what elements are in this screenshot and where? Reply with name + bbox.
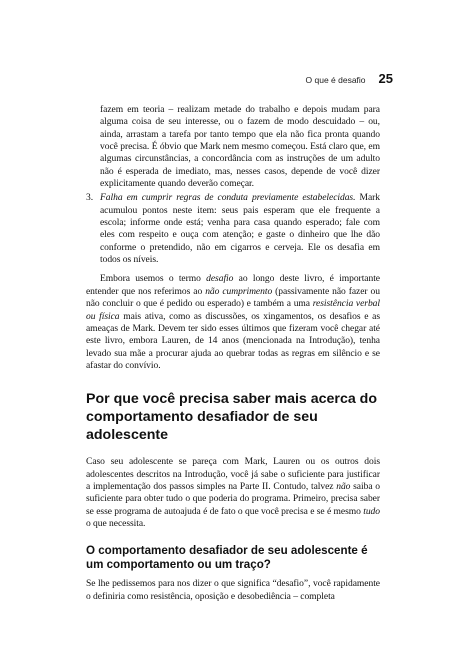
text-run: ao longo deste livro, é importante entender que nos referimos ao xyxy=(86,273,380,297)
section-heading: Por que você precisa saber mais acerca do comportamento desafiador de seu adolescente xyxy=(86,391,377,444)
page-content xyxy=(86,104,380,603)
page-header xyxy=(306,71,393,86)
paragraph-why-know xyxy=(86,456,380,530)
italic-run: não xyxy=(336,480,351,492)
text-run: (passivamente não fazer ou não concluir o que é pedido ou esperado) e também a uma xyxy=(86,285,380,310)
italic-run: desafio xyxy=(206,273,234,285)
text-run: mais ativa, como as discussões, os xingamentos, os desafios e as ameaças de Mark. Devem ter sido esses últimos que fizeram você chegar até este livro, embora Lauren, de 14 anos (mencionada na Introdução), tenha levado sua mãe a procurar ajuda ao quebrar todas as regras em silêncio e se afastar do convívio. xyxy=(86,310,380,371)
text-run: saiba o suficiente para obter tudo o que poderia do programa. Primeiro, precisa saber se esse programa de autoajuda é de fato o que você precisa e se é mesmo xyxy=(86,480,380,517)
text-run: Embora usemos o termo xyxy=(100,273,207,285)
italic-run: tudo xyxy=(363,505,380,517)
italic-run: não cumprimento xyxy=(205,285,273,297)
subsection-heading: O comportamento desafiador de seu adolescente é um comportamento ou um traço? xyxy=(86,544,368,572)
list-item-number: 3. xyxy=(86,192,94,204)
list-item-body: Mark acumulou pontos neste item: seus pais esperam que ele frequente a escola; informe onde está; venha para casa quando esperado; fale com eles com respeito e ouça com atenção; e gaste o dinheiro que lhe dão conforme o pretendido, não em cigarros e cerveja. Ele os desafia em todos os níveis. xyxy=(100,192,380,266)
paragraph-definition: Se lhe pedissemos para nos dizer o que significa “desafio”, você rapidamente o definiria como resistência, oposição e desobediência – completa xyxy=(86,578,380,602)
running-title: O que é desafio xyxy=(305,75,366,85)
italic-run: resistência verbal ou física xyxy=(86,298,380,322)
text-run: Caso seu adolescente se pareça com Mark, Lauren ou os outros dois adolescentes descritos na Introdução, você já sabe o suficiente para justificar a implementação dos passos simples na Parte II. Contudo, talvez xyxy=(86,456,380,492)
list-item-title: Falha em cumprir regras de conduta previamente estabelecidas. xyxy=(100,192,356,204)
paragraph-defiance-term xyxy=(86,273,380,372)
paragraph-continued: fazem em teoria – realizam metade do trabalho e depois mudam para alguma coisa de seu interesse, ou o fazem de modo descuidado – ou, ainda, arrastam a tarefa por tanto tempo que ela não fica pronta quando você precisa. É óbvio que Mark nem mesmo começou. Está claro que, em algumas circunstâncias, a concordância com as instruções de um adulto não é esperada de imediato, mas, nesses casos, depende de você dizer explicitamente quando deverão começar. xyxy=(100,104,380,190)
text-run: o que necessita. xyxy=(86,517,146,529)
page-number: 25 xyxy=(378,71,393,86)
list-item-3 xyxy=(86,192,380,266)
list-item-text xyxy=(100,192,380,266)
